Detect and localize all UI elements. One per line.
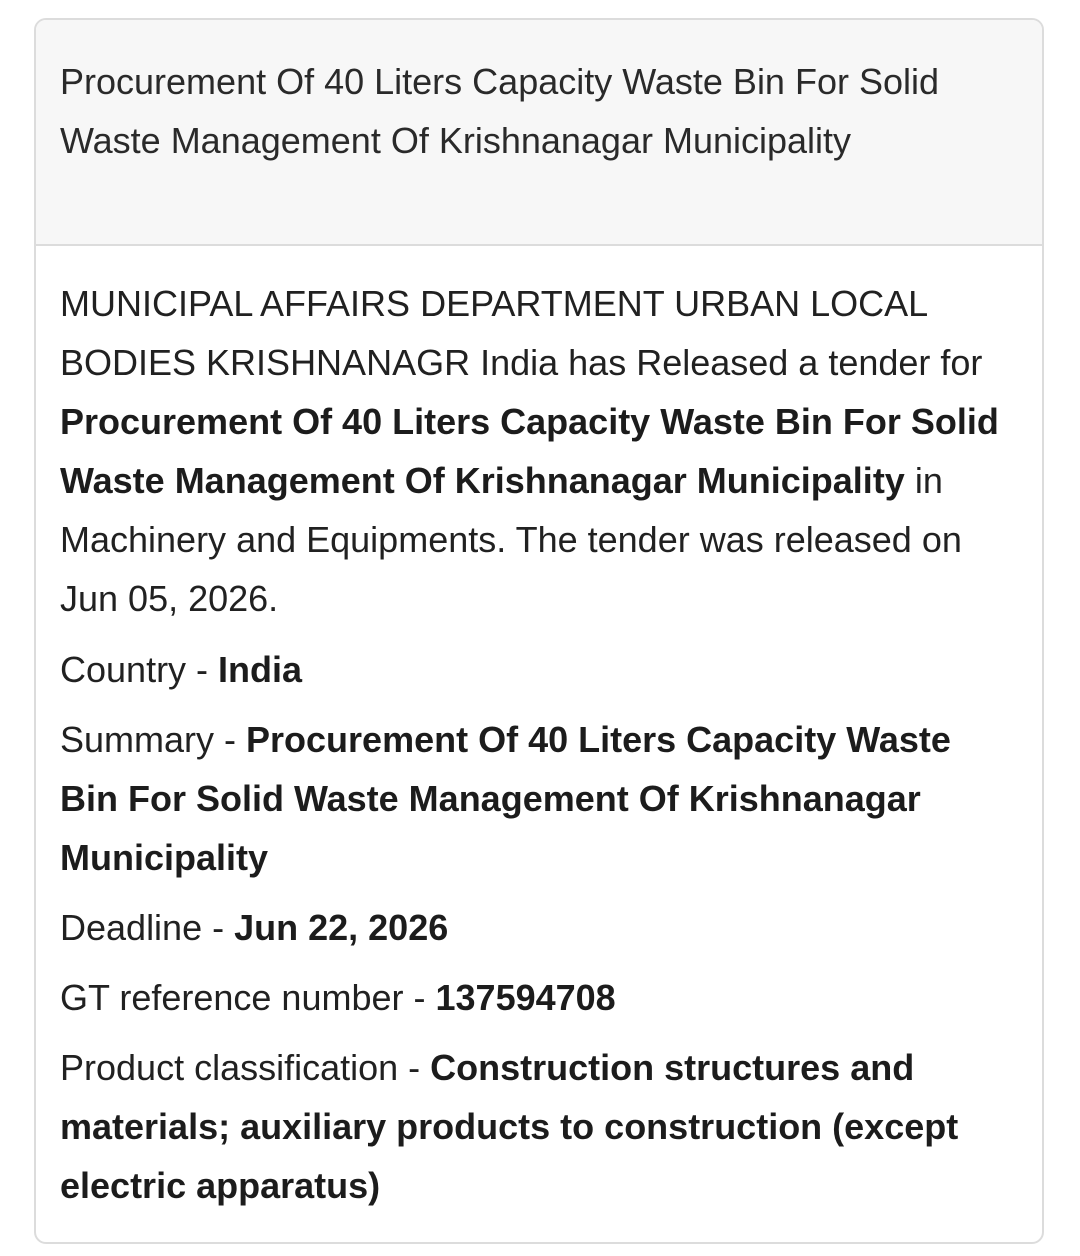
detail-value: Construction structures and materials; auxiliary products to construction (except electric apparatus) bbox=[60, 1047, 959, 1206]
detail-label: Summary - bbox=[60, 719, 247, 760]
detail-summary bbox=[60, 710, 1018, 887]
tender-card-body bbox=[36, 246, 1042, 1215]
detail-value: Procurement Of 40 Liters Capacity Waste Bin For Solid Waste Management Of Krishnanagar Municipality bbox=[60, 719, 951, 878]
detail-deadline bbox=[60, 898, 1018, 957]
detail-label: Country - bbox=[60, 649, 219, 690]
tender-title: Procurement Of 40 Liters Capacity Waste Bin For Solid Waste Management Of Krishnanagar Municipality bbox=[60, 61, 940, 161]
detail-value: 137594708 bbox=[435, 977, 616, 1018]
detail-product-classification bbox=[60, 1038, 1018, 1215]
description-org: MUNICIPAL AFFAIRS DEPARTMENT URBAN LOCAL BODIES KRISHNANAGR India has Released a tender for bbox=[60, 283, 983, 383]
detail-value: India bbox=[218, 649, 303, 690]
description-sector: in Machinery and Equipments. The tender was released on Jun 05, 2026. bbox=[60, 460, 962, 619]
detail-value: Jun 22, 2026 bbox=[234, 907, 449, 948]
detail-country bbox=[60, 640, 1018, 699]
detail-label: Product classification - bbox=[60, 1047, 431, 1088]
detail-label: GT reference number - bbox=[60, 977, 436, 1018]
detail-label: Deadline - bbox=[60, 907, 235, 948]
detail-reference-number bbox=[60, 968, 1018, 1027]
tender-card bbox=[34, 18, 1044, 1244]
tender-card-header bbox=[36, 20, 1042, 246]
description-tender-title: Procurement Of 40 Liters Capacity Waste Bin For Solid Waste Management Of Krishnanagar Municipality bbox=[60, 401, 999, 501]
tender-description bbox=[60, 274, 1018, 628]
